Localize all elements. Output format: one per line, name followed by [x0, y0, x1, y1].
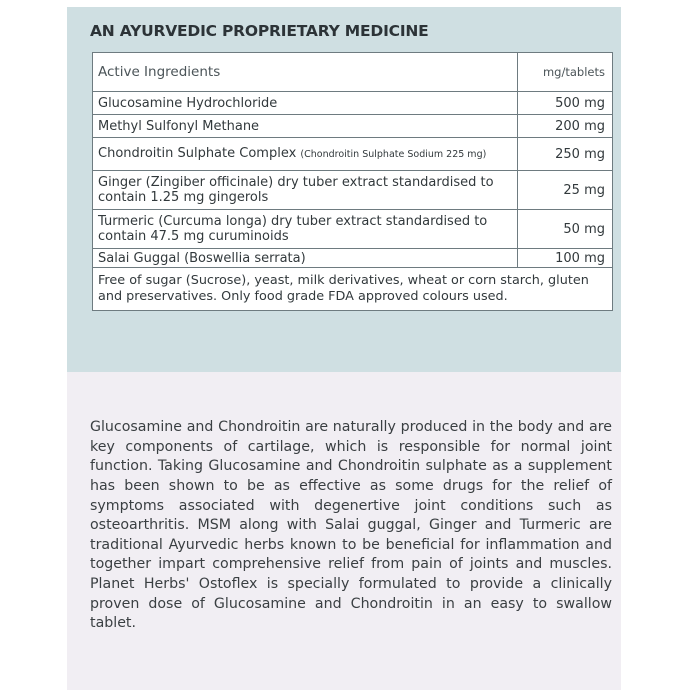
ingredient-qty: 100 mg — [518, 249, 613, 268]
page-title: AN AYURVEDIC PROPRIETARY MEDICINE — [90, 22, 429, 40]
ingredient-name: Chondroitin Sulphate Complex — [98, 146, 297, 161]
table-header-row — [93, 53, 613, 92]
ingredient-name: Salai Guggal (Boswellia serrata) — [93, 249, 518, 268]
table-row — [93, 92, 613, 115]
column-header-ingredients: Active Ingredients — [93, 53, 518, 92]
table-row — [93, 115, 613, 138]
table-row — [93, 249, 613, 268]
ingredient-qty: 50 mg — [518, 210, 613, 249]
ingredient-cell — [93, 138, 518, 171]
table-row — [93, 138, 613, 171]
table-row — [93, 210, 613, 249]
column-header-unit: mg/tablets — [518, 53, 613, 92]
ingredient-qty: 200 mg — [518, 115, 613, 138]
table-note-row — [93, 268, 613, 311]
ingredient-name: Glucosamine Hydrochloride — [93, 92, 518, 115]
ingredient-qty: 500 mg — [518, 92, 613, 115]
ingredient-qty: 250 mg — [518, 138, 613, 171]
ingredients-table — [92, 52, 613, 311]
ingredient-name: Turmeric (Curcuma longa) dry tuber extract standardised to contain 47.5 mg curuminoids — [93, 210, 518, 249]
ingredient-name: Ginger (Zingiber officinale) dry tuber extract standardised to contain 1.25 mg gingerols — [93, 171, 518, 210]
description-text: Glucosamine and Chondroitin are naturally produced in the body and are key components of cartilage, which is responsible for normal joint function. Taking Glucosamine and Chondroitin sulphate as a supplement has been shown to be as effective as some drugs for the relief of symptoms associated with degenertive joint conditions such as osteoarthritis. MSM along with Salai guggal, Ginger and Turmeric are traditional Ayurvedic herbs known to be beneficial for inflammation and together impart comprehensive relief from pain of joints and muscles. Planet Herbs' Ostoflex is specially formulated to provide a clinically proven dose of Glucosamine and Chondroitin in an easy to swallow tablet. — [90, 419, 612, 632]
free-of-note: Free of sugar (Sucrose), yeast, milk derivatives, wheat or corn starch, gluten and preservatives. Only food grade FDA approved colours used. — [93, 268, 613, 311]
ingredient-detail: (Chondroitin Sulphate Sodium 225 mg) — [300, 149, 487, 160]
table-row — [93, 171, 613, 210]
ingredient-qty: 25 mg — [518, 171, 613, 210]
ingredient-name: Methyl Sulfonyl Methane — [93, 115, 518, 138]
